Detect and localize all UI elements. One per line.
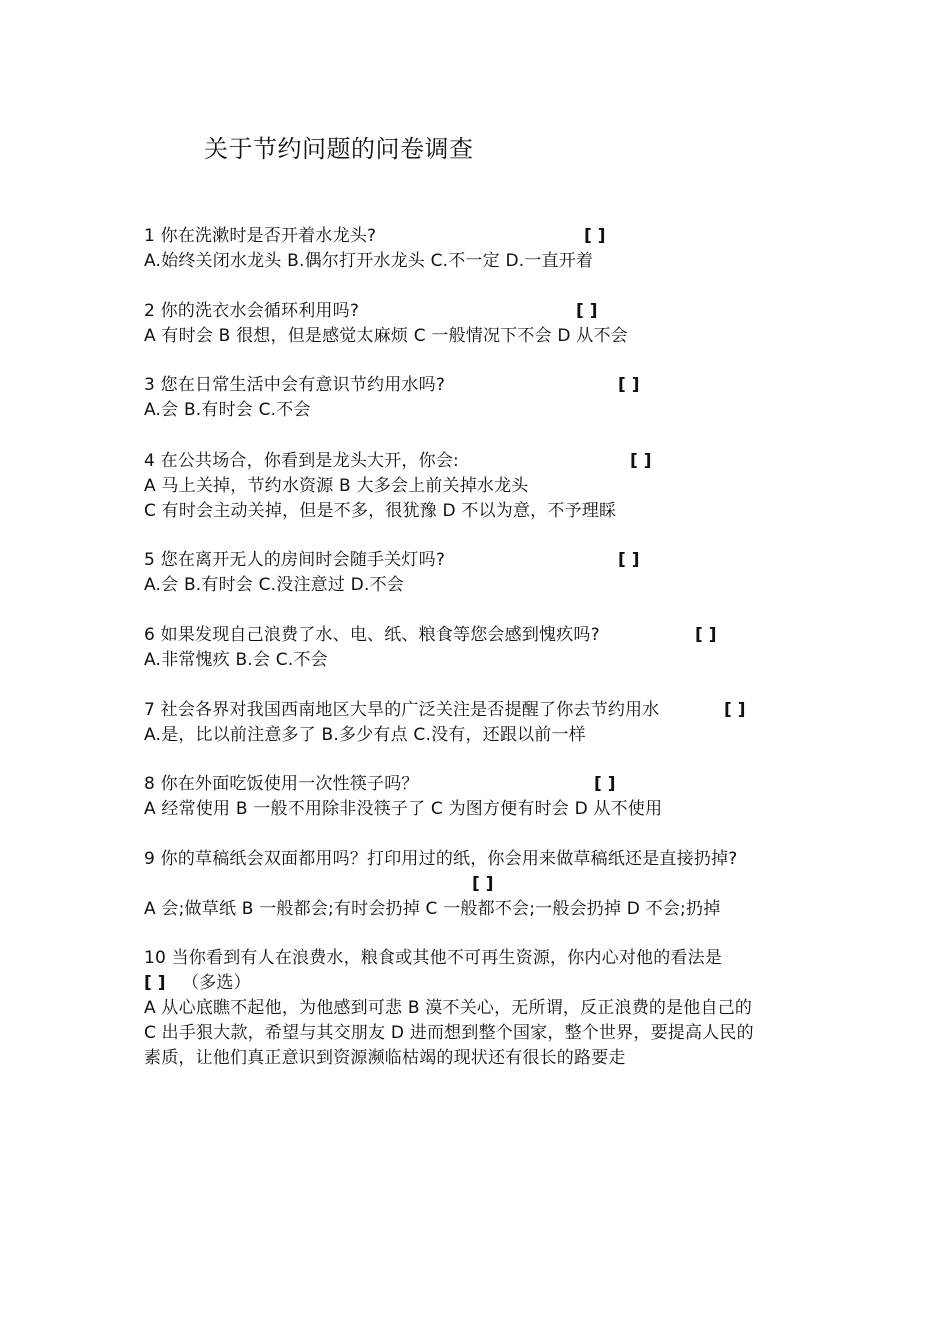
- question-2-options: A 有时会 B 很想，但是感觉太麻烦 C 一般情况下不会 D 从不会: [144, 326, 628, 346]
- question-10-options-line-1: A 从心底瞧不起他，为他感到可悲 B 漠不关心，无所谓，反正浪费的是他自己的: [144, 998, 753, 1018]
- question-3: 3 您在日常生活中会有意识节约用水吗?: [144, 375, 446, 395]
- answer-bracket-9: [ ]: [472, 874, 494, 894]
- question-7-options: A.是，比以前注意多了 B.多少有点 C.没有，还跟以前一样: [144, 725, 586, 745]
- answer-bracket-3: [ ]: [618, 375, 640, 395]
- question-8: 8 你在外面吃饭使用一次性筷子吗？: [144, 774, 419, 794]
- answer-bracket-2: [ ]: [576, 301, 598, 321]
- question-6-options: A.非常愧疚 B.会 C.不会: [144, 650, 328, 670]
- question-8-options: A 经常使用 B 一般不用除非没筷子了 C 为图方便有时会 D 从不使用: [144, 799, 663, 819]
- answer-bracket-1: [ ]: [584, 226, 606, 246]
- answer-bracket-7: [ ]: [724, 700, 746, 720]
- question-10-note: （多选）: [182, 973, 251, 993]
- question-4-options-line-2: C 有时会主动关掉，但是不多，很犹豫 D 不以为意，不予理睬: [144, 501, 617, 521]
- answer-bracket-8: [ ]: [594, 774, 616, 794]
- question-5: 5 您在离开无人的房间时会随手关灯吗?: [144, 550, 446, 570]
- question-10: 10 当你看到有人在浪费水，粮食或其他不可再生资源，你内心对他的看法是: [144, 948, 723, 968]
- question-10-options-line-2: C 出手狠大款，希望与其交朋友 D 进而想到整个国家，整个世界，要提高人民的: [144, 1023, 754, 1043]
- answer-bracket-10: [ ]: [144, 973, 166, 993]
- answer-bracket-6: [ ]: [695, 625, 717, 645]
- question-6: 6 如果发现自己浪费了水、电、纸、粮食等您会感到愧疚吗?: [144, 625, 600, 645]
- question-9-options: A 会;做草纸 B 一般都会;有时会扔掉 C 一般都不会;一般会扔掉 D 不会;扔掉: [144, 899, 721, 919]
- question-10-options-line-3: 素质，让他们真正意识到资源濒临枯竭的现状还有很长的路要走: [144, 1048, 626, 1068]
- question-7: 7 社会各界对我国西南地区大旱的广泛关注是否提醒了你去节约用水: [144, 700, 660, 720]
- question-9: 9 你的草稿纸会双面都用吗？打印用过的纸，你会用来做草稿纸还是直接扔掉?: [144, 849, 738, 869]
- question-2: 2 你的洗衣水会循环利用吗?: [144, 301, 360, 321]
- question-3-options: A.会 B.有时会 C.不会: [144, 400, 311, 420]
- answer-bracket-5: [ ]: [618, 550, 640, 570]
- question-5-options: A.会 B.有时会 C.没注意过 D.不会: [144, 575, 404, 595]
- answer-bracket-4: [ ]: [630, 451, 652, 471]
- document-title: 关于节约问题的问卷调查: [204, 135, 474, 163]
- question-1-options: A.始终关闭水龙头 B.偶尔打开水龙头 C.不一定 D.一直开着: [144, 251, 594, 271]
- question-4-options-line-1: A 马上关掉，节约水资源 B 大多会上前关掉水龙头: [144, 476, 529, 496]
- question-1: 1 你在洗漱时是否开着水龙头?: [144, 226, 377, 246]
- question-4: 4 在公共场合，你看到是龙头大开，你会:: [144, 451, 459, 471]
